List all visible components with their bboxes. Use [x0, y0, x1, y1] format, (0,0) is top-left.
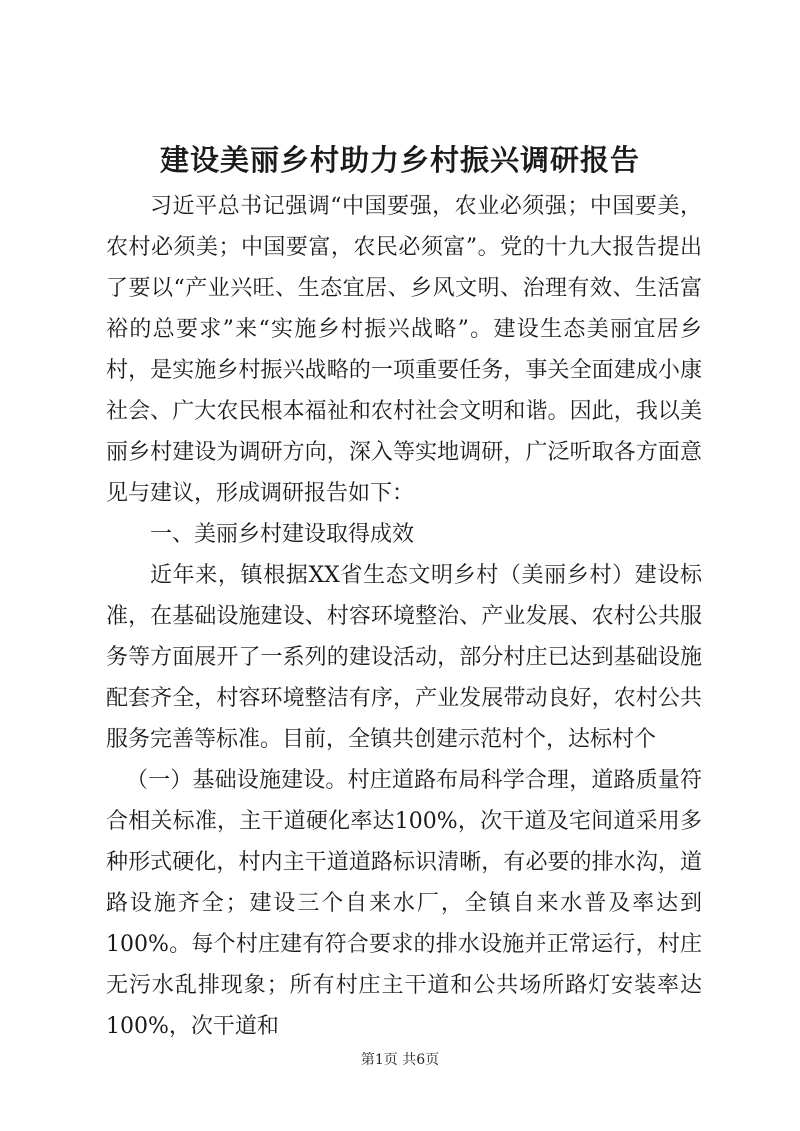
page-footer: 第1页 共6页	[360, 1052, 440, 1068]
document-body	[106, 186, 702, 1047]
achievements-paragraph: 近年来，镇根据XX省生态文明乡村（美丽乡村）建设标准，在基础设施建设、村容环境整治、产业发展、农村公共服务等方面展开了一系列的建设活动，部分村庄已达到基础设施配套齐全，村容环境整洁有序，产业发展带动良好，农村公共服务完善等标准。目前，全镇共创建示范村个，达标村个	[106, 563, 702, 752]
document-title: 建设美丽乡村助力乡村振兴调研报告	[159, 143, 640, 177]
section-heading: 一、美丽乡村建设取得成效	[150, 522, 415, 547]
infrastructure-paragraph: （一）基础设施建设。村庄道路布局科学合理，道路质量符合相关标准，主干道硬化率达100%，次干道及宅间道采用多种形式硬化，村内主干道道路标识清晰，有必要的排水沟，道路设施齐全；建设三个自来水厂，全镇自来水普及率达到100%。每个村庄建有符合要求的排水设施并正常运行，村庄无污水乱排现象；所有村庄主干道和公共场所路灯安装率达100%，次干道和	[106, 768, 702, 1039]
intro-paragraph: 习近平总书记强调“中国要强，农业必须强；中国要美，农村必须美；中国要富，农民必须富”。党的十九大报告提出了要以“产业兴旺、生态宜居、乡风文明、治理有效、生活富裕的总要求”来“实施乡村振兴战略”。建设生态美丽宜居乡村，是实施乡村振兴战略的一项重要任务，事关全面建成小康社会、广大农民根本福祉和农村社会文明和谐。因此，我以美丽乡村建设为调研方向，深入等实地调研，广泛听取各方面意见与建议，形成调研报告如下：	[106, 194, 702, 506]
